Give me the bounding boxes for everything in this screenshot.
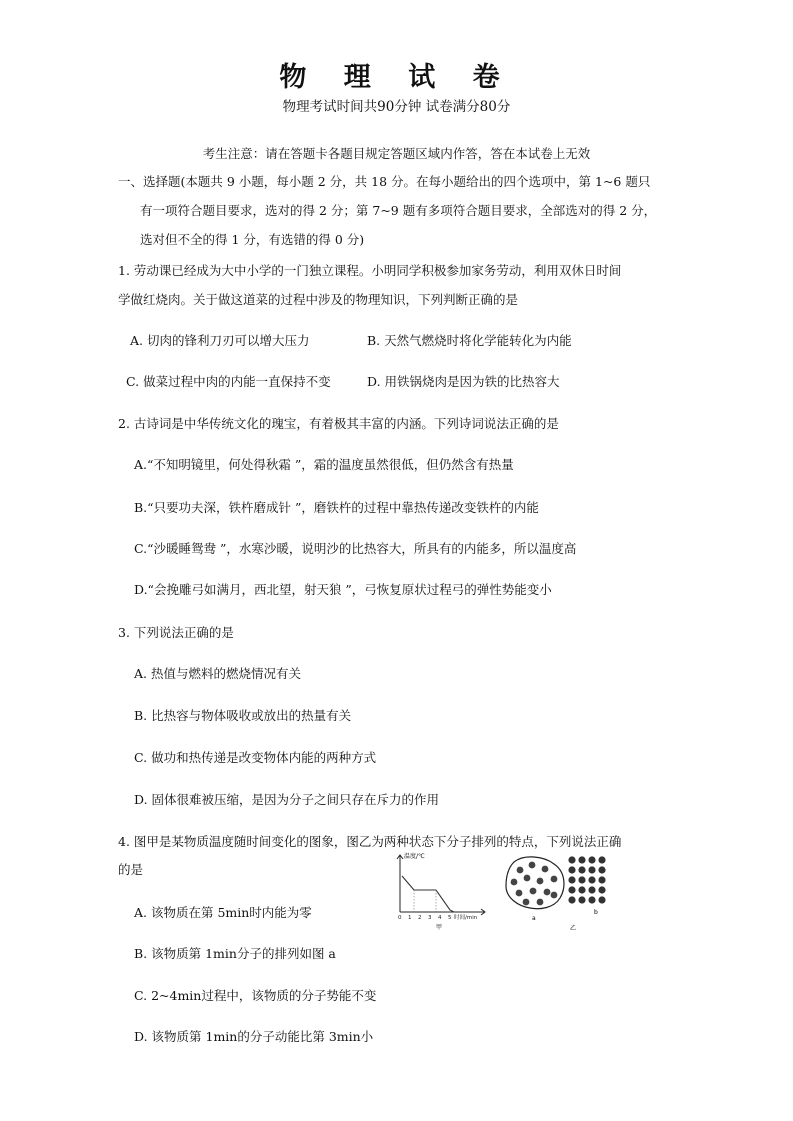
q1-option-b: B. 天然气燃烧时将化学能转化为内能 (367, 333, 572, 348)
q1-option-a: A. 切肉的锋利刀刃可以增大压力 (130, 333, 310, 348)
graph-y-label: 温度/℃ (404, 853, 425, 860)
section-instruction-line3: 选对但不全的得 1 分，有选错的得 0 分) (140, 232, 365, 247)
q1-stem-line1: 1. 劳动课已经成为大中小学的一门独立课程。小明同学积极参加家务劳动，利用双休日时间 (118, 263, 622, 278)
figure-yi-b (566, 852, 616, 934)
q3-option-b: B. 比热容与物体吸收或放出的热量有关 (134, 708, 352, 723)
graph-tick-3: 3 (428, 915, 432, 921)
q4-option-d: D. 该物质第 1min的分子动能比第 3min小 (134, 1029, 374, 1044)
graph-tick-5: 5 (448, 915, 452, 921)
q2-option-b: B.“只要功夫深，铁杵磨成针 ”，磨铁杵的过程中靠热传递改变铁杵的内能 (134, 500, 539, 515)
q4-option-c: C. 2~4min过程中，该物质的分子势能不变 (134, 988, 377, 1003)
figure-label-a: a (532, 915, 536, 922)
q1-stem-line2: 学做红烧肉。关于做这道菜的过程中涉及的物理知识，下列判断正确的是 (118, 292, 519, 307)
graph-x-label: 时间/min (454, 915, 478, 921)
q3-option-c: C. 做功和热传递是改变物体内能的两种方式 (134, 750, 377, 765)
q2-option-a: A.“不知明镜里，何处得秋霜 ”，霜的温度虽然很低，但仍然含有热量 (134, 457, 514, 472)
figure-label-jia: 甲 (436, 924, 443, 931)
q2-option-c: C.“沙暖睡鸳鸯 ”，水寒沙暖，说明沙的比热容大，所具有的内能多，所以温度高 (134, 541, 577, 556)
graph-tick-0: 0 (398, 915, 402, 921)
molecules-b (568, 856, 605, 903)
graph-tick-4: 4 (438, 915, 442, 921)
q1-option-d: D. 用铁锅烧肉是因为铁的比热容大 (367, 374, 560, 389)
q3-stem: 3. 下列说法正确的是 (118, 625, 234, 640)
section-instruction-line2: 有一项符合题目要求，选对的得 2 分；第 7~9 题有多项符合题目要求，全部选对的得 2 分， (140, 203, 657, 218)
molecules-a (511, 862, 558, 906)
figure-jia-graph (392, 850, 502, 932)
q4-stem-line2: 的是 (118, 862, 144, 877)
page-title: 物 理 试 卷 (279, 62, 514, 93)
exam-notice: 考生注意：请在答题卡各题目规定答题区域内作答，答在本试卷上无效 (202, 146, 591, 161)
q4-option-a: A. 该物质在第 5min时内能为零 (134, 905, 312, 920)
section-instruction-line1: 一、选择题(本题共 9 小题，每小题 2 分，共 18 分。在每小题给出的四个选项中，第 1~6 题只 (118, 174, 651, 189)
q1-option-c: C. 做菜过程中肉的内能一直保持不变 (126, 374, 331, 389)
q3-option-d: D. 固体很难被压缩，是因为分子之间只存在斥力的作用 (134, 792, 440, 807)
q4-option-b: B. 该物质第 1min分子的排列如图 a (134, 946, 336, 961)
figure-label-yi: 乙 (570, 925, 577, 932)
graph-curve (402, 876, 454, 912)
figure-label-b: b (594, 909, 598, 916)
q3-option-a: A. 热值与燃料的燃烧情况有关 (134, 666, 301, 681)
figure-yi-a (500, 852, 570, 922)
q2-option-d: D.“会挽雕弓如满月，西北望，射天狼 ”，弓恢复原状过程弓的弹性势能变小 (134, 582, 552, 597)
q2-stem: 2. 古诗词是中华传统文化的瑰宝，有着极其丰富的内涵。下列诗词说法正确的是 (118, 416, 559, 431)
exam-info: 物理考试时间共90分钟 试卷满分80分 (282, 99, 511, 115)
q4-stem-line1: 4. 图甲是某物质温度随时间变化的图象，图乙为两种状态下分子排列的特点，下列说法正确 (118, 834, 622, 849)
graph-tick-1: 1 (408, 915, 412, 921)
graph-tick-2: 2 (418, 915, 422, 921)
